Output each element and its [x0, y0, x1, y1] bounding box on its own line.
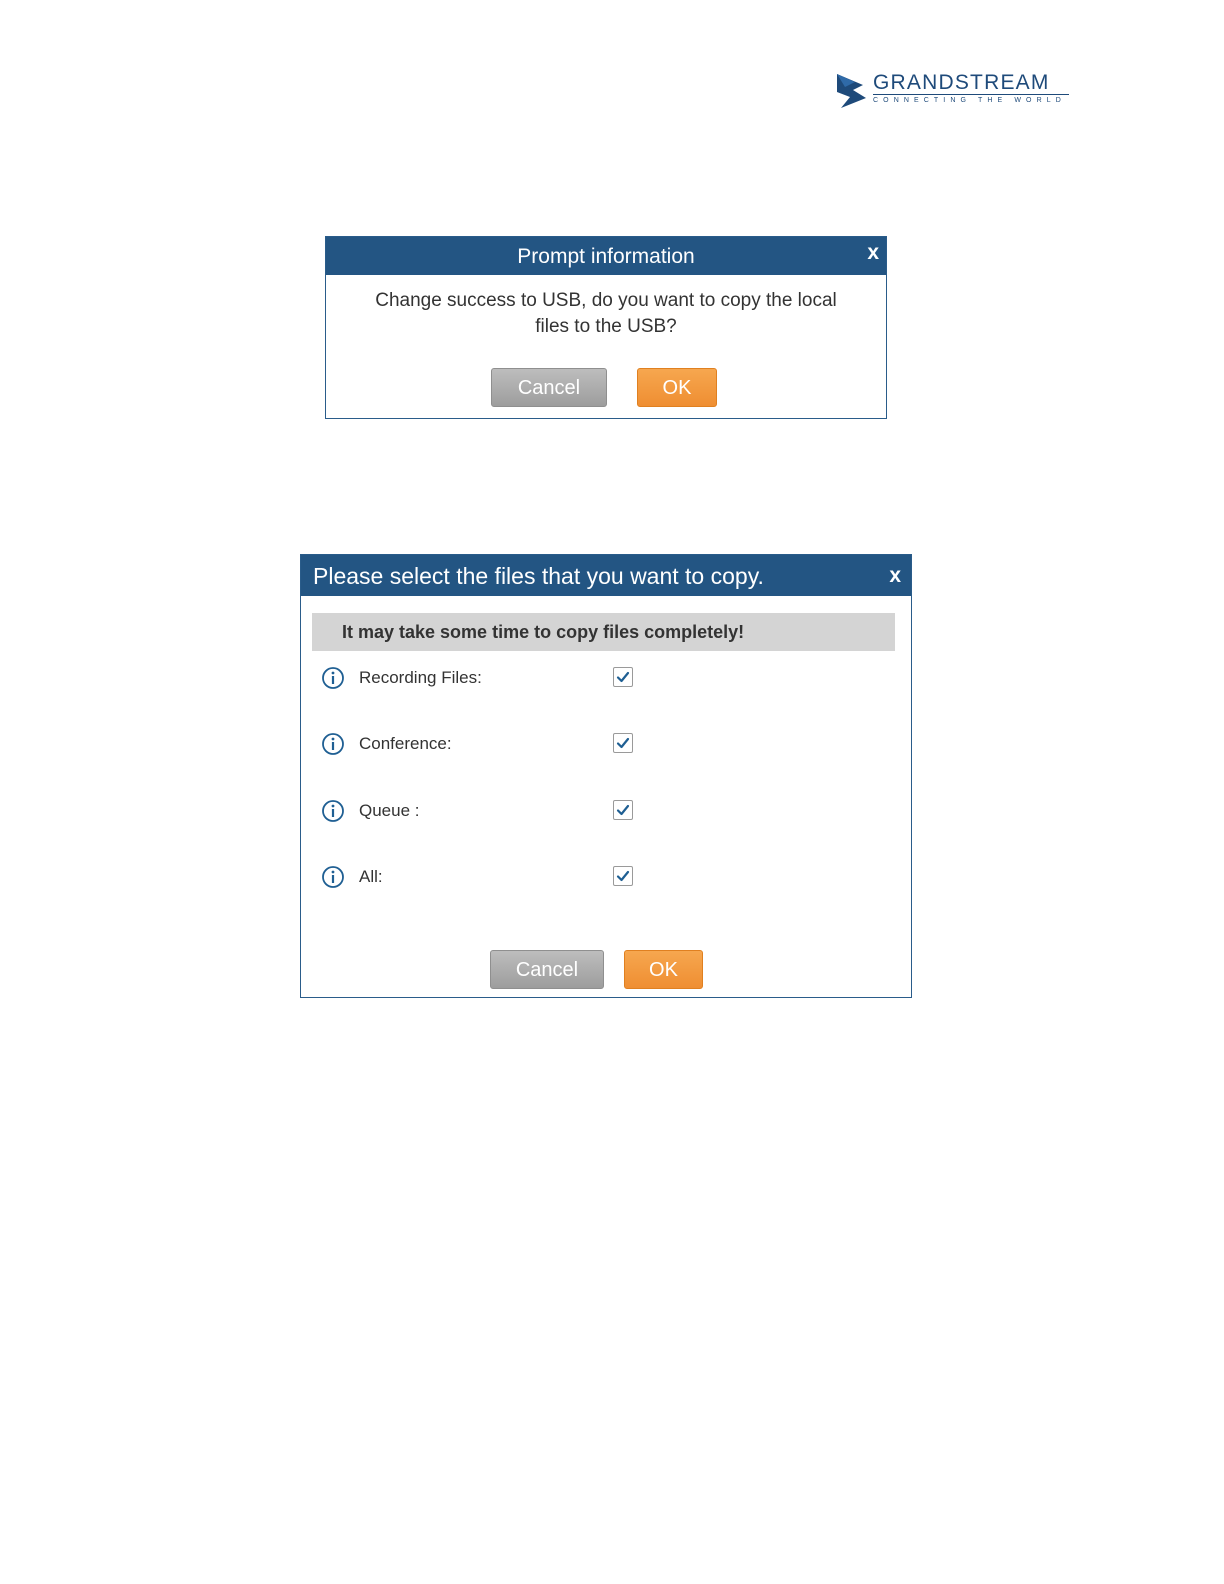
dialog-title: Please select the files that you want to copy. [313, 563, 764, 589]
logo-name: GRANDSTREAM [873, 71, 1050, 94]
notice-bar: It may take some time to copy files completely! [312, 613, 895, 651]
grandstream-logo-icon [833, 71, 869, 109]
dialog-message: Change success to USB, do you want to copy the local files to the USB? [375, 290, 837, 337]
queue-checkbox[interactable] [613, 800, 633, 820]
info-icon[interactable] [321, 666, 345, 690]
copy-files-dialog [300, 554, 912, 998]
close-icon[interactable]: x [889, 564, 901, 587]
close-icon[interactable]: x [867, 241, 879, 264]
option-row-recording-files [321, 666, 661, 690]
option-row-all [321, 865, 661, 889]
option-label: Queue : [359, 801, 420, 820]
option-label: All: [359, 867, 383, 886]
info-icon[interactable] [321, 799, 345, 823]
checkmark-icon [616, 670, 630, 684]
conference-checkbox[interactable] [613, 733, 633, 753]
ok-button[interactable]: OK [637, 368, 717, 407]
checkmark-icon [616, 869, 630, 883]
grandstream-logo [833, 70, 1073, 110]
cancel-button[interactable]: Cancel [490, 950, 604, 989]
option-label: Recording Files: [359, 668, 482, 687]
option-label: Conference: [359, 734, 452, 753]
checkmark-icon [616, 803, 630, 817]
checkmark-icon [616, 736, 630, 750]
recording-files-checkbox[interactable] [613, 667, 633, 687]
dialog-title: Prompt information [517, 245, 695, 268]
dialog-header [326, 237, 886, 275]
all-checkbox[interactable] [613, 866, 633, 886]
info-icon[interactable] [321, 865, 345, 889]
logo-divider [873, 94, 1069, 95]
option-row-queue [321, 799, 661, 823]
info-icon[interactable] [321, 732, 345, 756]
logo-tagline: CONNECTING THE WORLD [873, 97, 1066, 104]
prompt-information-dialog [325, 236, 887, 419]
dialog-header [301, 555, 911, 596]
cancel-button[interactable]: Cancel [491, 368, 607, 407]
option-row-conference [321, 732, 661, 756]
ok-button[interactable]: OK [624, 950, 703, 989]
